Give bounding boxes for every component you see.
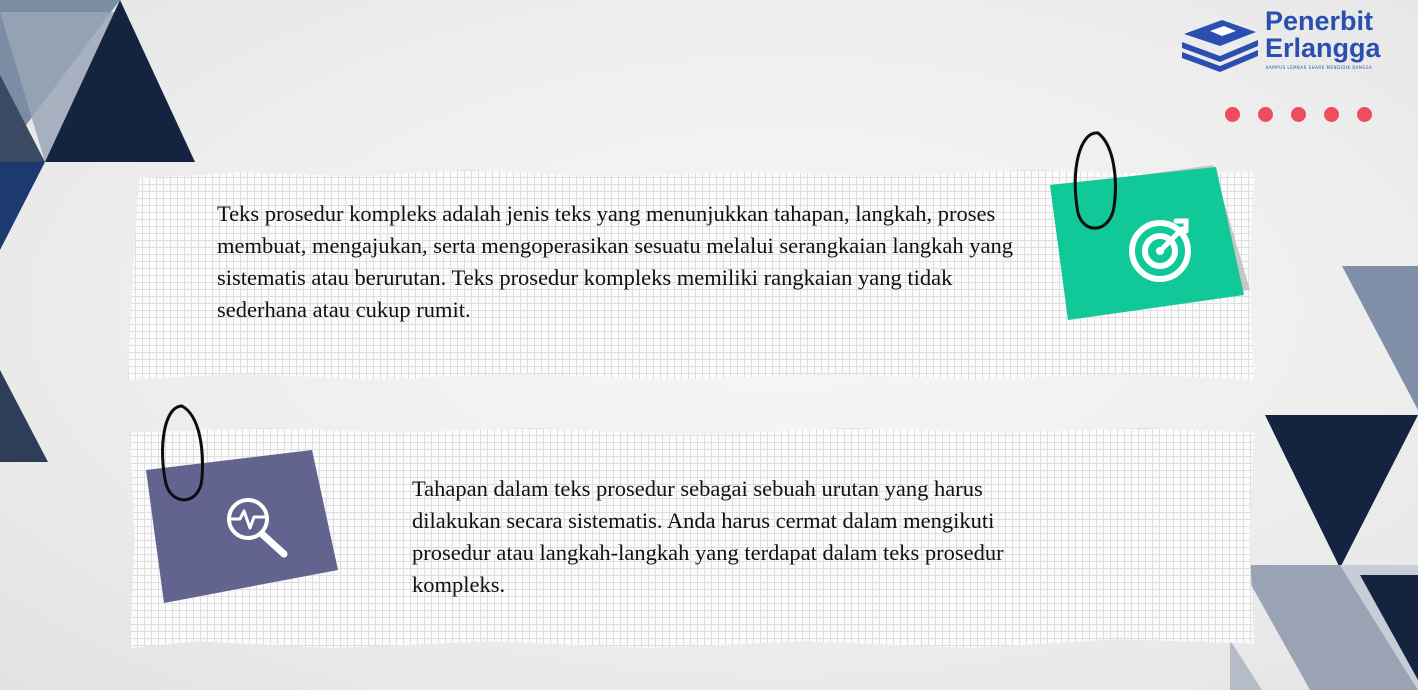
definition-paragraph: Teks prosedur kompleks adalah jenis teks yang menunjukkan tahapan, langkah, proses membuat, mengajukan, serta mengoperasikan sesuatu melalui serangkaian langkah yang sistematis atau berurutan. Teks prosedur kompleks memiliki rangkaian yang tidak sederhana atau cukup rumit. bbox=[217, 201, 1013, 322]
publisher-tagline: KAMPUS LEMBAR SHARE MENDIDIK BANGSA bbox=[1266, 65, 1373, 70]
pagination-dot bbox=[1258, 107, 1273, 122]
publisher-name: Penerbit Erlangga bbox=[1265, 6, 1381, 63]
pagination-dot bbox=[1324, 107, 1339, 122]
stages-paragraph: Tahapan dalam teks prosedur sebagai sebuah urutan yang harus dilakukan secara sistematis. Anda harus cermat dalam mengikuti prosedur atau langkah-langkah yang terdapat dalam teks prosedur kompleks. bbox=[412, 476, 1004, 597]
purple-sticky-card bbox=[140, 398, 345, 608]
pagination-dot bbox=[1291, 107, 1306, 122]
pagination-dots bbox=[1225, 107, 1372, 122]
green-sticky-card bbox=[1040, 125, 1255, 330]
pagination-dot bbox=[1225, 107, 1240, 122]
pagination-dot bbox=[1357, 107, 1372, 122]
